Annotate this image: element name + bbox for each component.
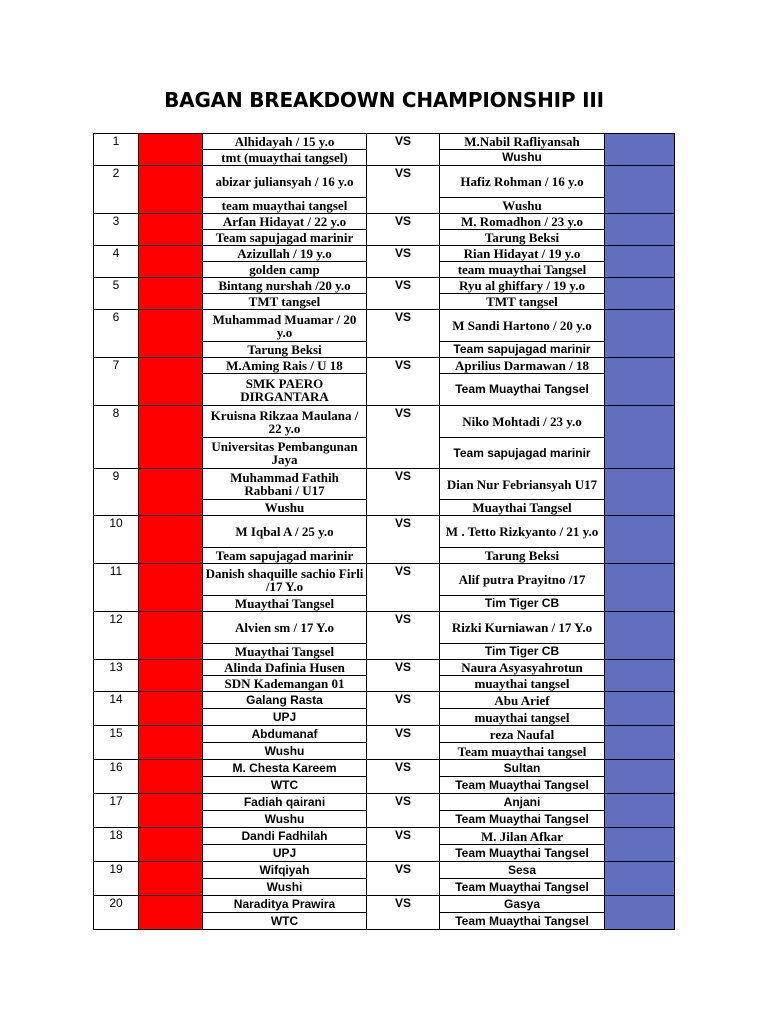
blue-fighter-team: Team Muaythai Tangsel [440, 811, 605, 828]
vs-label: VS [367, 660, 440, 692]
match-number: 9 [94, 469, 139, 516]
vs-label: VS [367, 278, 440, 310]
blue-fighter-team: TMT tangsel [440, 294, 605, 310]
blue-corner-block [605, 692, 675, 726]
match-number: 13 [94, 660, 139, 692]
match-row [94, 896, 675, 913]
red-fighter-name: Muhammad Fathih Rabbani / U17 [203, 469, 367, 500]
blue-fighter-name: Hafiz Rohman / 16 y.o [440, 166, 605, 198]
blue-corner-block [605, 564, 675, 612]
match-row [94, 794, 675, 811]
blue-fighter-name: Ryu al ghiffary / 19 y.o [440, 278, 605, 294]
red-fighter-team: UPJ [203, 709, 367, 726]
match-number: 15 [94, 726, 139, 760]
red-corner-block [139, 310, 203, 358]
red-fighter-name: Dandi Fadhilah [203, 828, 367, 845]
match-row [94, 862, 675, 879]
match-row [94, 564, 675, 596]
blue-fighter-team: Tarung Beksi [440, 548, 605, 564]
red-fighter-name: Danish shaquille sachio Firli /17 Y.o [203, 564, 367, 596]
blue-corner-block [605, 134, 675, 166]
blue-corner-block [605, 246, 675, 278]
red-corner-block [139, 469, 203, 516]
match-number: 19 [94, 862, 139, 896]
match-number: 17 [94, 794, 139, 828]
vs-label: VS [367, 166, 440, 214]
vs-label: VS [367, 516, 440, 564]
blue-fighter-team: Wushu [440, 198, 605, 214]
blue-fighter-name: Anjani [440, 794, 605, 811]
red-corner-block [139, 660, 203, 692]
blue-fighter-name: Abu Arief [440, 692, 605, 709]
red-corner-block [139, 246, 203, 278]
blue-fighter-name: M. Romadhon / 23 y.o [440, 214, 605, 230]
match-row [94, 166, 675, 198]
red-fighter-name: Arfan Hidayat / 22 y.o [203, 214, 367, 230]
blue-corner-block [605, 469, 675, 516]
red-fighter-name: Alvien sm / 17 Y.o [203, 612, 367, 644]
blue-fighter-name: M. Jilan Afkar [440, 828, 605, 845]
match-row [94, 406, 675, 438]
vs-label: VS [367, 862, 440, 896]
match-number: 5 [94, 278, 139, 310]
blue-corner-block [605, 794, 675, 828]
blue-corner-block [605, 828, 675, 862]
blue-corner-block [605, 516, 675, 564]
red-fighter-name: Galang Rasta [203, 692, 367, 709]
red-fighter-name: Azizullah / 19 y.o [203, 246, 367, 262]
red-fighter-name: abizar juliansyah / 16 y.o [203, 166, 367, 198]
blue-fighter-name: M Sandi Hartono / 20 y.o [440, 310, 605, 342]
blue-fighter-name: Naura Asyasyahrotun [440, 660, 605, 676]
blue-fighter-team: Team Muaythai Tangsel [440, 374, 605, 406]
vs-label: VS [367, 794, 440, 828]
blue-corner-block [605, 214, 675, 246]
red-fighter-team: team muaythai tangsel [203, 198, 367, 214]
match-number: 8 [94, 406, 139, 469]
vs-label: VS [367, 358, 440, 406]
blue-corner-block [605, 310, 675, 358]
match-row [94, 692, 675, 709]
red-corner-block [139, 134, 203, 166]
blue-fighter-team: Team sapujagad marinir [440, 342, 605, 358]
vs-label: VS [367, 469, 440, 516]
match-row [94, 660, 675, 676]
vs-label: VS [367, 726, 440, 760]
red-fighter-name: Abdumanaf [203, 726, 367, 743]
blue-fighter-team: Team Muaythai Tangsel [440, 913, 605, 930]
red-fighter-team: WTC [203, 913, 367, 930]
vs-label: VS [367, 134, 440, 166]
blue-fighter-name: Sesa [440, 862, 605, 879]
vs-label: VS [367, 612, 440, 660]
red-corner-block [139, 406, 203, 469]
red-fighter-team: Universitas Pembangunan Jaya [203, 438, 367, 469]
red-fighter-team: Wushu [203, 743, 367, 760]
red-fighter-name: Wifqiyah [203, 862, 367, 879]
red-corner-block [139, 214, 203, 246]
blue-fighter-name: Dian Nur Febriansyah U17 [440, 469, 605, 500]
blue-fighter-name: Alif putra Prayitno /17 [440, 564, 605, 596]
match-row [94, 726, 675, 743]
red-corner-block [139, 564, 203, 612]
match-number: 16 [94, 760, 139, 794]
red-fighter-team: Wushu [203, 811, 367, 828]
red-fighter-team: tmt (muaythai tangsel) [203, 150, 367, 166]
match-number: 3 [94, 214, 139, 246]
blue-fighter-team: Team muaythai tangsel [440, 743, 605, 760]
blue-fighter-name: M.Nabil Rafliyansah [440, 134, 605, 150]
red-fighter-name: Alinda Dafinia Husen [203, 660, 367, 676]
red-fighter-name: Kruisna Rikzaa Maulana / 22 y.o [203, 406, 367, 438]
match-number: 6 [94, 310, 139, 358]
red-fighter-team: Team sapujagad marinir [203, 230, 367, 246]
vs-label: VS [367, 828, 440, 862]
match-row [94, 134, 675, 150]
blue-corner-block [605, 406, 675, 469]
red-corner-block [139, 612, 203, 660]
red-fighter-team: Wushi [203, 879, 367, 896]
red-corner-block [139, 278, 203, 310]
match-number: 10 [94, 516, 139, 564]
match-number: 2 [94, 166, 139, 214]
red-corner-block [139, 358, 203, 406]
blue-fighter-name: Rizki Kurniawan / 17 Y.o [440, 612, 605, 644]
red-fighter-name: M.Aming Rais / U 18 [203, 358, 367, 374]
red-corner-block [139, 760, 203, 794]
blue-corner-block [605, 896, 675, 930]
red-fighter-name: Bintang nurshah /20 y.o [203, 278, 367, 294]
match-number: 20 [94, 896, 139, 930]
match-row [94, 246, 675, 262]
red-corner-block [139, 516, 203, 564]
blue-fighter-name: M . Tetto Rizkyanto / 21 y.o [440, 516, 605, 548]
blue-fighter-team: Tarung Beksi [440, 230, 605, 246]
red-fighter-name: Muhammad Muamar / 20 y.o [203, 310, 367, 342]
vs-label: VS [367, 692, 440, 726]
blue-fighter-team: Team sapujagad marinir [440, 438, 605, 469]
red-corner-block [139, 896, 203, 930]
match-number: 12 [94, 612, 139, 660]
red-fighter-team: Muaythai Tangsel [203, 644, 367, 660]
red-corner-block [139, 726, 203, 760]
red-corner-block [139, 828, 203, 862]
red-fighter-team: Team sapujagad marinir [203, 548, 367, 564]
match-number: 1 [94, 134, 139, 166]
blue-fighter-team: muaythai tangsel [440, 676, 605, 692]
vs-label: VS [367, 564, 440, 612]
blue-fighter-name: Rian Hidayat / 19 y.o [440, 246, 605, 262]
red-fighter-team: UPJ [203, 845, 367, 862]
blue-corner-block [605, 760, 675, 794]
blue-fighter-team: Tim Tiger CB [440, 596, 605, 612]
blue-fighter-team: muaythai tangsel [440, 709, 605, 726]
blue-fighter-team: Team Muaythai Tangsel [440, 777, 605, 794]
blue-corner-block [605, 358, 675, 406]
match-row [94, 278, 675, 294]
red-corner-block [139, 794, 203, 828]
red-fighter-team: Tarung Beksi [203, 342, 367, 358]
blue-fighter-name: Niko Mohtadi / 23 y.o [440, 406, 605, 438]
red-fighter-name: M Iqbal A / 25 y.o [203, 516, 367, 548]
blue-corner-block [605, 660, 675, 692]
match-row [94, 469, 675, 500]
match-row [94, 516, 675, 548]
blue-fighter-name: reza Naufal [440, 726, 605, 743]
red-fighter-team: TMT tangsel [203, 294, 367, 310]
blue-fighter-team: Wushu [440, 150, 605, 166]
red-fighter-team: golden camp [203, 262, 367, 278]
vs-label: VS [367, 214, 440, 246]
red-fighter-name: Fadiah qairani [203, 794, 367, 811]
blue-corner-block [605, 726, 675, 760]
blue-fighter-team: Muaythai Tangsel [440, 500, 605, 516]
match-row [94, 358, 675, 374]
red-fighter-team: SDN Kademangan 01 [203, 676, 367, 692]
blue-fighter-team: Tim Tiger CB [440, 644, 605, 660]
blue-corner-block [605, 862, 675, 896]
blue-fighter-team: team muaythai Tangsel [440, 262, 605, 278]
red-fighter-team: WTC [203, 777, 367, 794]
match-row [94, 310, 675, 342]
match-row [94, 828, 675, 845]
vs-label: VS [367, 310, 440, 358]
blue-fighter-name: Gasya [440, 896, 605, 913]
red-fighter-name: Naraditya Prawira [203, 896, 367, 913]
match-row [94, 612, 675, 644]
blue-fighter-name: Sultan [440, 760, 605, 777]
vs-label: VS [367, 760, 440, 794]
blue-corner-block [605, 278, 675, 310]
vs-label: VS [367, 406, 440, 469]
match-number: 18 [94, 828, 139, 862]
red-fighter-name: M. Chesta Kareem [203, 760, 367, 777]
blue-corner-block [605, 166, 675, 214]
vs-label: VS [367, 246, 440, 278]
blue-fighter-team: Team Muaythai Tangsel [440, 879, 605, 896]
red-fighter-team: Wushu [203, 500, 367, 516]
match-number: 14 [94, 692, 139, 726]
vs-label: VS [367, 896, 440, 930]
red-corner-block [139, 166, 203, 214]
red-fighter-team: SMK PAERO DIRGANTARA [203, 374, 367, 406]
match-number: 4 [94, 246, 139, 278]
red-corner-block [139, 692, 203, 726]
match-number: 7 [94, 358, 139, 406]
blue-fighter-name: Aprilius Darmawan / 18 [440, 358, 605, 374]
red-fighter-team: Muaythai Tangsel [203, 596, 367, 612]
red-fighter-name: Alhidayah / 15 y.o [203, 134, 367, 150]
match-row [94, 760, 675, 777]
blue-corner-block [605, 612, 675, 660]
match-row [94, 214, 675, 230]
match-number: 11 [94, 564, 139, 612]
page-title: BAGAN BREAKDOWN CHAMPIONSHIP III [164, 88, 604, 112]
red-corner-block [139, 862, 203, 896]
match-bracket-table [93, 133, 675, 930]
blue-fighter-team: Team Muaythai Tangsel [440, 845, 605, 862]
